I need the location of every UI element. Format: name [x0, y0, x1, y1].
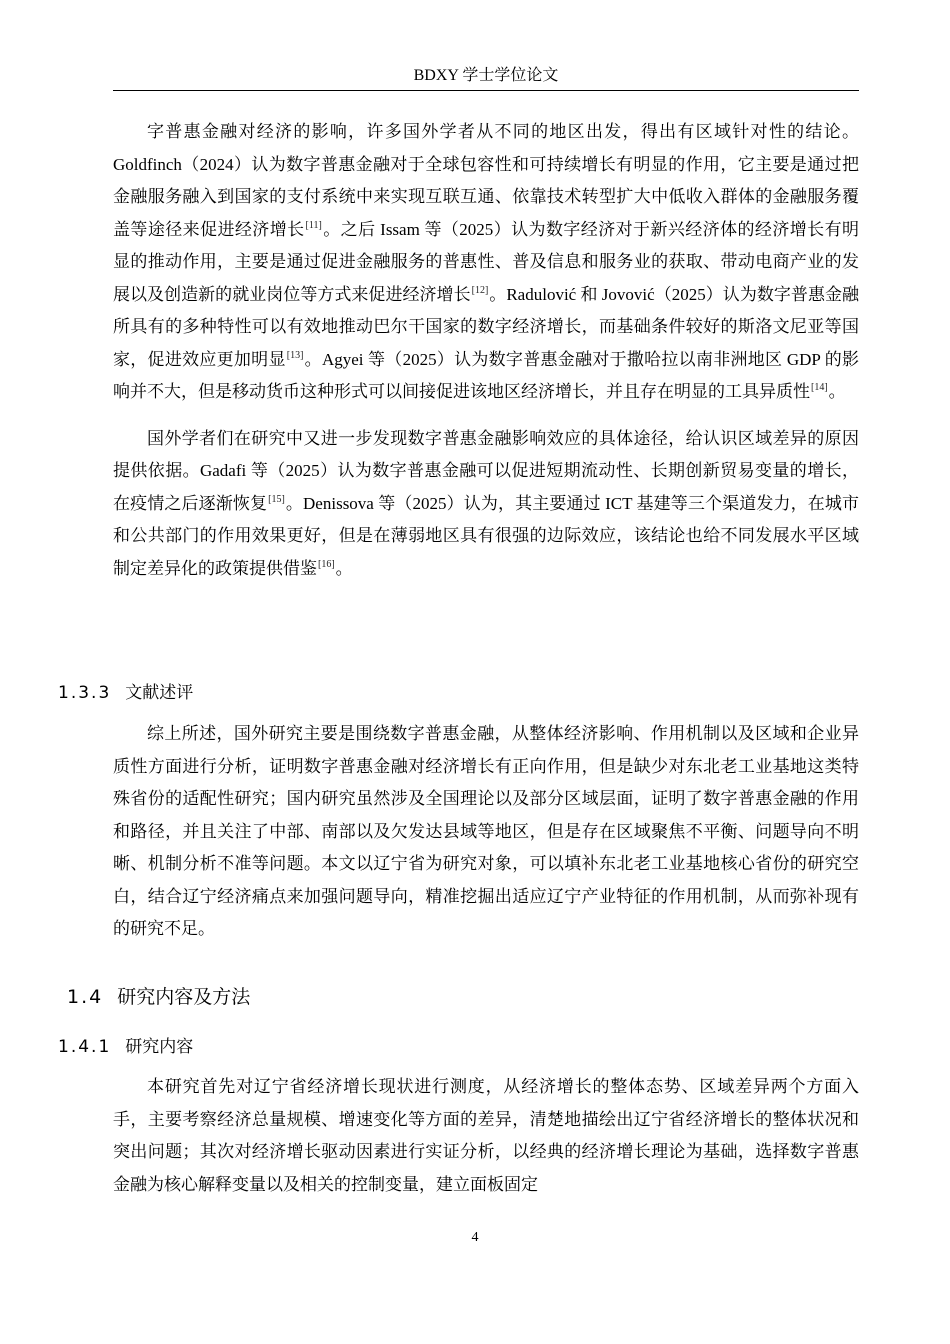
section-title: 文献述评: [125, 683, 194, 703]
paragraph-text: 。之后 Issam 等（2025）认为数字经济对于新兴经济体的经济增长有明显的推动作用，主要是通过促进金融服务的普惠性、普及信息和服务业的获取、带动电商产业的发展以及创造新的就业岗位等方式来促进经济增长: [113, 219, 859, 304]
paragraph-text: 。Agyei 等（2025）认为数字普惠金融对于撒哈拉以南非洲地区 GDP 的影响并不大，但是移动货币这种形式可以间接促进该地区经济增长，并且存在明显的工具异质性: [113, 349, 860, 401]
paragraph-research-content: 本研究首先对辽宁省经济增长现状进行测度，从经济增长的整体态势、区域差异两个方面入手，主要考察经济总量规模、增速变化等方面的差异，清楚地描绘出辽宁省经济增长的整体状况和突出问题；其次对经济增长驱动因素进行实证分析，以经典的经济增长理论为基础，选择数字普惠金融为核心解释变量以及相关的控制变量，建立面板固定: [113, 1077, 859, 1194]
citation-14: [14]: [811, 382, 828, 393]
section-heading-1-4-1: [58, 1035, 193, 1059]
body-text-block-2: [113, 718, 859, 946]
paragraph-text: 国外学者们在研究中又进一步发现数字普惠金融影响效应的具体途径，给认识区域差异的原因提供依据。Gadafi 等（2025）认为数字普惠金融可以促进短期流动性、长期创新贸易变量的增长，在疫情之后逐渐恢复: [113, 428, 859, 513]
citation-11: [11]: [305, 219, 322, 231]
paragraph-text: 。: [335, 558, 353, 578]
paragraph-text: 字普惠金融对经济的影响，许多国外学者从不同的地区出发，得出有区域针对性的结论。Goldfinch（2024）认为数字普惠金融对于全球包容性和可持续增长有明显的作用，它主要是通过把金融服务融入到国家的支付系统中来实现互联互通、依靠技术转型扩大中低收入群体的金融服务覆盖等途径来促进经济增长: [113, 122, 859, 239]
paragraph-text: 。: [828, 382, 846, 401]
paragraph-foreign-mechanisms: [113, 423, 859, 586]
section-title: 研究内容及方法: [117, 986, 251, 1008]
paragraph-text: 。Denissova 等（2025）认为，其主要通过 ICT 基建等三个渠道发力，在城市和公共部门的作用效果更好，但是在薄弱地区具有很强的边际效应，该结论也给不同发展水平区域制定差异化的政策提供借鉴: [113, 493, 859, 578]
section-heading-1-3-3: [58, 681, 193, 705]
running-header: BDXY 学士学位论文: [413, 67, 559, 84]
section-number: 1.4.1: [58, 1037, 112, 1057]
section-title: 研究内容: [125, 1037, 194, 1057]
body-text-block-1: [113, 116, 859, 585]
citation-12: [12]: [471, 284, 489, 296]
section-number: 1.3.3: [58, 683, 112, 703]
paragraph-literature-review: 综上所述，国外研究主要是围绕数字普惠金融，从整体经济影响、作用机制以及区域和企业异质性方面进行分析，证明数字普惠金融对经济增长有正向作用，但是缺少对东北老工业基地这类特殊省份的适配性研究；国内研究虽然涉及全国理论以及部分区域层面，证明了数字普惠金融的作用和路径，并且关注了中部、南部以及欠发达县域等地区，但是存在区域聚焦不平衡、问题导向不明晰、机制分析不准等问题。本文以辽宁省为研究对象，可以填补东北老工业基地核心省份的研究空白，结合辽宁经济痛点来加强问题导向，精准挖掘出适应辽宁产业特征的作用机制，从而弥补现有的研究不足。: [113, 724, 859, 938]
paragraph-foreign-regional-studies: [113, 116, 859, 409]
body-text-block-3: [113, 1071, 859, 1201]
page-number: 4: [471, 1230, 479, 1245]
header-rule: [113, 90, 859, 91]
citation-13: [13]: [286, 349, 304, 361]
citation-16: [16]: [318, 558, 335, 570]
paragraph-text: 。Radulović 和 Jovović（2025）认为数字普惠金融所具有的多种特性可以有效地推动巴尔干国家的数字经济增长，而基础条件较好的斯洛文尼亚等国家，促进效应更加明显: [113, 284, 860, 369]
section-heading-1-4: [67, 984, 250, 1010]
section-number: 1.4: [67, 986, 104, 1008]
citation-15: [15]: [268, 493, 285, 505]
